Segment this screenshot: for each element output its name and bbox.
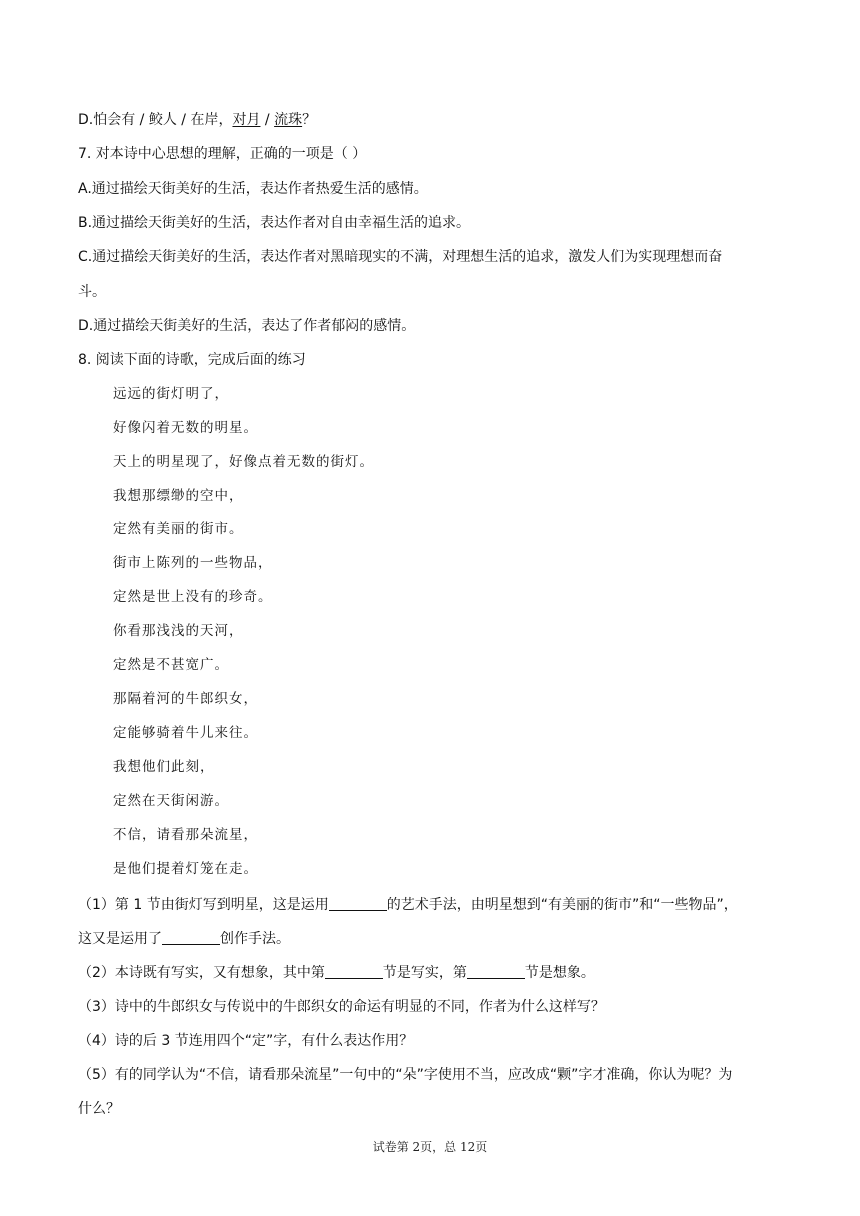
answer-blank-4[interactable] <box>467 964 525 979</box>
question6-option-d <box>78 111 778 129</box>
question7-option-c-line1: C.通过描绘天街美好的生活，表达作者对黑暗现实的不满，对理想生活的追求，激发人们为实现理想而奋 <box>78 249 723 265</box>
question7-option-c-line2: 斗。 <box>78 284 106 300</box>
question8-stem: 8. 阅读下面的诗歌，完成后面的练习 <box>78 352 306 368</box>
page-footer: 试卷第 2页，总 12页 <box>372 1140 488 1154</box>
subquestion-1-text-before-blank-1: （1）第 1 节由街灯写到明星，这是运用 <box>78 897 329 913</box>
poem-line-5: 定然有美丽的街市。 <box>113 521 244 537</box>
answer-blank-2[interactable] <box>162 930 220 945</box>
subquestion-2 <box>78 964 778 982</box>
question7-option-a: A.通过描绘天街美好的生活，表达作者热爱生活的感情。 <box>78 181 428 197</box>
answer-blank-1[interactable] <box>329 896 387 911</box>
subquestion-1-line-1 <box>78 896 778 914</box>
subquestion-1-line-2 <box>78 930 778 948</box>
poem-line-9: 定然是不甚宽广。 <box>113 657 229 673</box>
subquestion-1-text-before-blank-2: 这又是运用了 <box>78 931 162 947</box>
question7-option-b: B.通过描绘天街美好的生活，表达作者对自由幸福生活的追求。 <box>78 215 471 231</box>
subquestion-1-text-after-blank-1: 的艺术手法，由明星想到“有美丽的街市”和“一些物品”， <box>386 897 738 913</box>
subquestion-1-text-after-blank-2: 创作手法。 <box>220 931 290 947</box>
answer-blank-3[interactable] <box>325 964 383 979</box>
question6-option-d-suffix: ？ <box>302 112 317 128</box>
poem-line-13: 定然在天街闲游。 <box>113 793 229 809</box>
poem-line-4: 我想那缥缈的空中， <box>113 488 244 504</box>
question6-option-d-prefix: D.怕会有 / 鲛人 / 在岸， <box>78 112 233 128</box>
question7-stem: 7. 对本诗中心思想的理解，正确的一项是（ ） <box>78 146 367 162</box>
question7-option-d: D.通过描绘天街美好的生活，表达了作者郁闷的感情。 <box>78 318 416 334</box>
question6-option-d-underlined-2: 流珠 <box>274 112 303 128</box>
poem-line-15: 是他们提着灯笼在走。 <box>113 861 258 877</box>
subquestion-3: （3）诗中的牛郎织女与传说中的牛郎织女的命运有明显的不同，作者为什么这样写？ <box>78 999 605 1015</box>
poem-line-7: 定然是世上没有的珍奇。 <box>113 589 273 605</box>
poem-line-11: 定能够骑着牛儿来往。 <box>113 725 258 741</box>
subquestion-4: （4）诗的后 3 节连用四个“定”字，有什么表达作用？ <box>78 1033 414 1049</box>
question6-option-d-separator: / <box>260 112 275 128</box>
poem-line-12: 我想他们此刻， <box>113 759 215 775</box>
poem-line-10: 那隔着河的牛郎织女， <box>113 691 258 707</box>
poem-line-3: 天上的明星现了，好像点着无数的街灯。 <box>113 454 374 470</box>
poem-line-14: 不信，请看那朵流星， <box>113 827 258 843</box>
subquestion-2-text-after: 节是想象。 <box>524 965 595 981</box>
poem-line-8: 你看那浅浅的天河， <box>113 623 244 639</box>
subquestion-5-line-2: 什么？ <box>78 1101 120 1117</box>
subquestion-5-line-1: （5）有的同学认为“不信，请看那朵流星”一句中的“朵”字使用不当，应改成“颗”字才准确，你认为呢？为 <box>78 1067 733 1083</box>
poem-line-6: 街市上陈列的一些物品， <box>113 555 273 571</box>
question6-option-d-underlined-1: 对月 <box>232 112 261 128</box>
subquestion-2-text-before-blank: （2）本诗既有写实，又有想象，其中第 <box>78 965 325 981</box>
subquestion-2-text-middle: 节是写实，第 <box>382 965 467 981</box>
poem-line-2: 好像闪着无数的明星。 <box>113 420 258 436</box>
poem-line-1: 远远的街灯明了， <box>113 386 229 402</box>
